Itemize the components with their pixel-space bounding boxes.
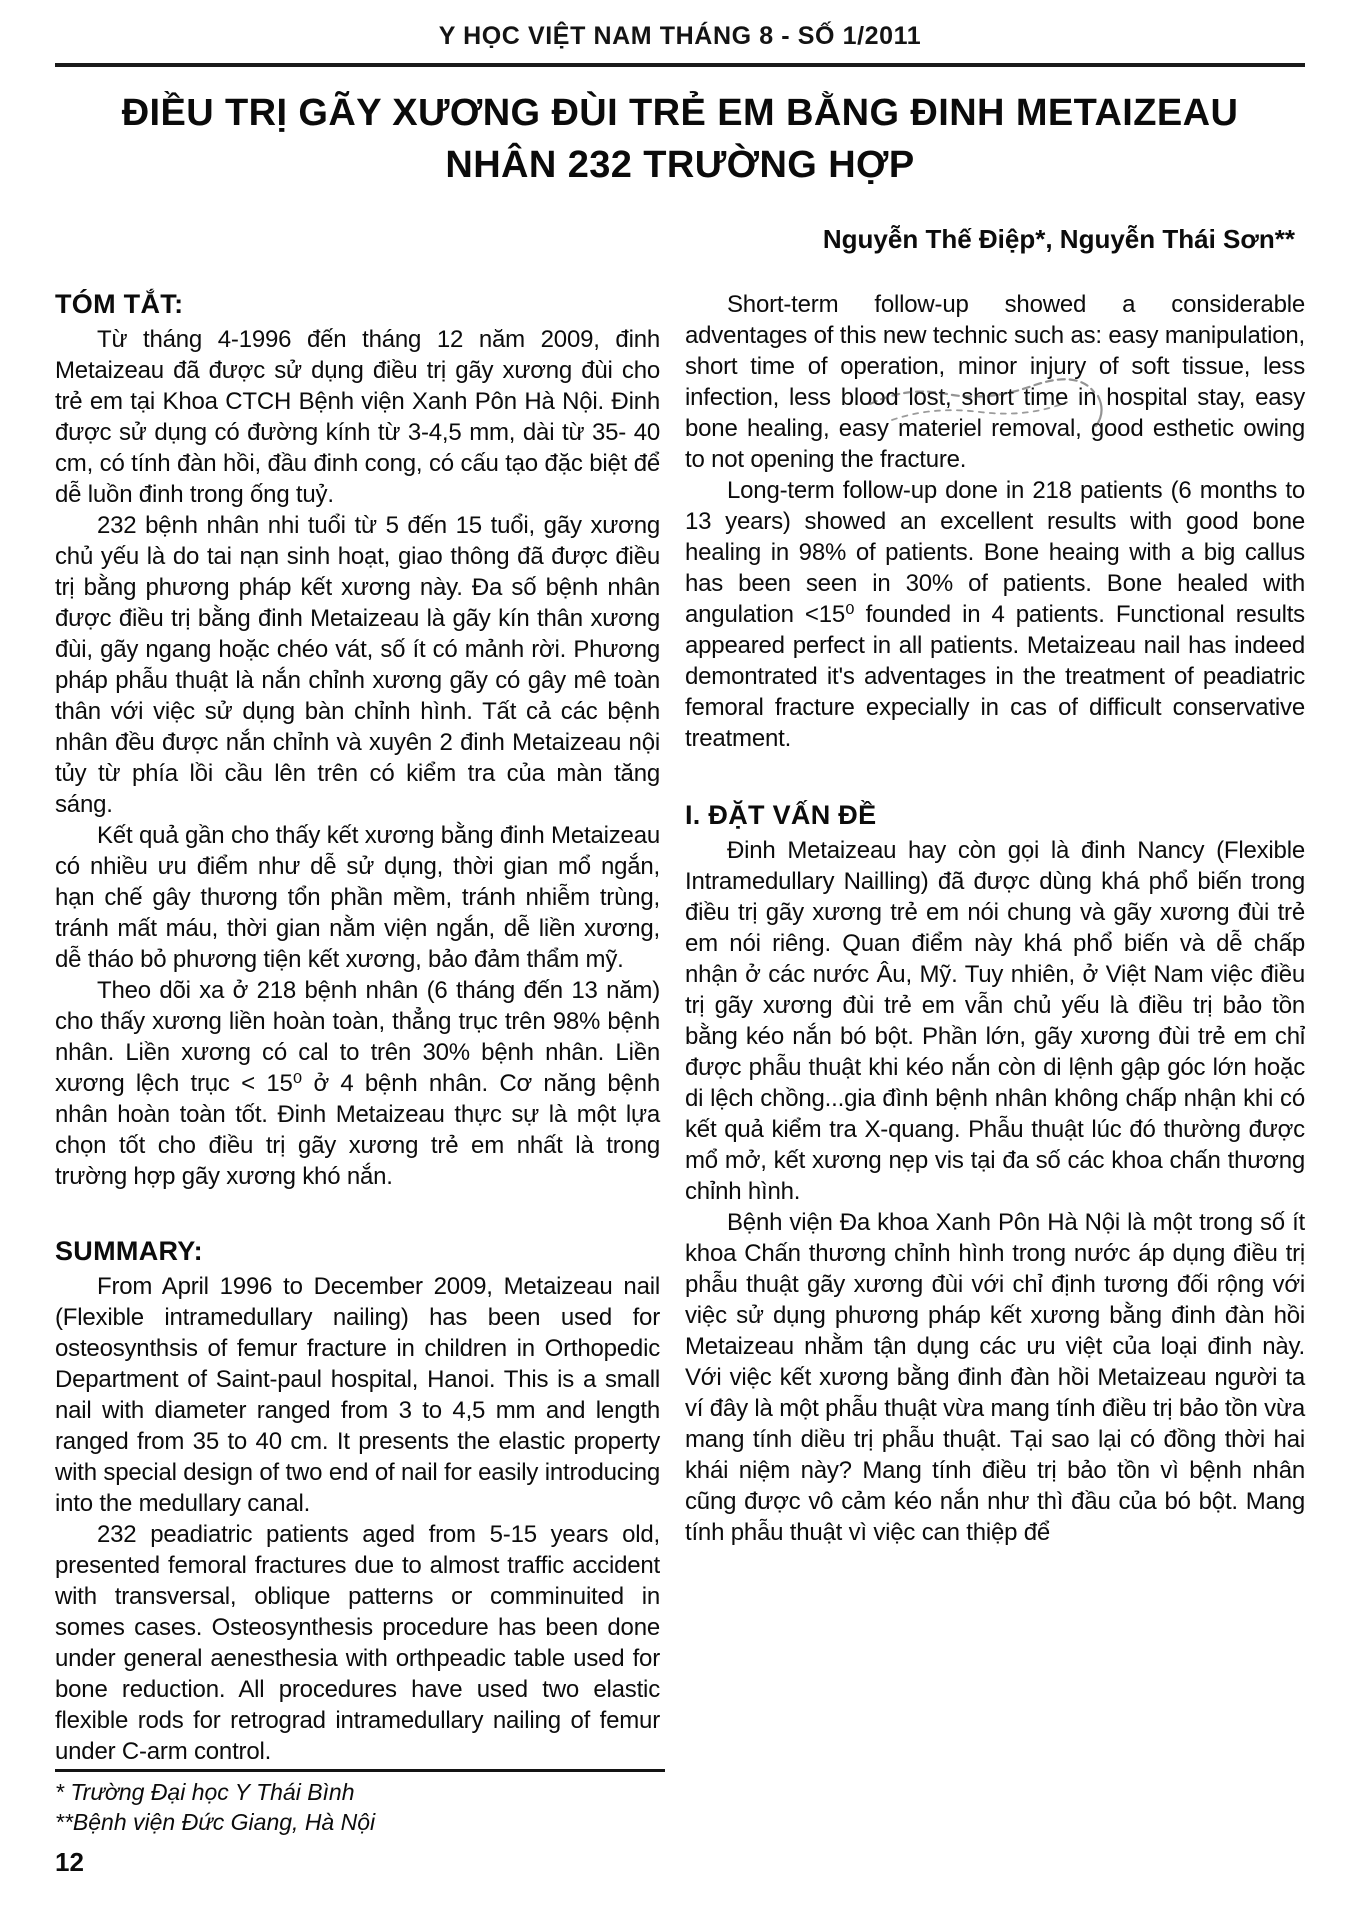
summary-heading: SUMMARY: — [55, 1235, 203, 1266]
abstract-heading: TÓM TẮT: — [55, 288, 184, 319]
summary-english-paragraph: Long-term follow-up done in 218 patients (6 months to 13 years) showed an excellent results with good bone healing in 98% of patients. Bone heaing with a big callus has been seen in 30% of patients. Bone healed with angulation <15⁰ founded in 4 patients. Functional results appeared perfect in all patients. Metaizeau nail has indeed demontrated it's adventages in the treatment of peadiatric femoral fracture expecially in cas of difficult conservative treatment. — [685, 476, 1305, 752]
section-1-paragraph: Bệnh viện Đa khoa Xanh Pôn Hà Nội là một trong số ít khoa Chấn thương chỉnh hình trong nước áp dụng điều trị phẫu thuật gãy xương đùi với chỉ định tương đối rộng với việc sử dụng phương pháp kết xương bằng đinh đàn hồi Metaizeau nhằm tận dụng các ưu việt của loại đinh này. Với việc kết xương bằng đinh đàn hồi Metaizeau người ta ví đây là một phẫu thuật vừa mang tính điều trị bảo tồn vừa mang tính diều trị phẫu thuật. Tại sao lại có đồng thời hai khái niệm này? Mang tính điều trị bảo tồn vì bệnh nhân cũng được vô cảm kéo nắn như thì đầu của bó bột. Mang tính phẫu thuật vì việc can thiệp để — [685, 1208, 1305, 1546]
footnote — [55, 1769, 665, 1837]
abstract-paragraph: Kết quả gần cho thấy kết xương bằng đinh Metaizeau có nhiều ưu điểm như dễ sử dụng, thời gian mổ ngắn, hạn chế gây thương tổn phần mềm, tránh nhiễm trùng, tránh mất máu, thời gian nằm viện ngắn, dễ liền xương, dễ tháo bỏ phương tiện kết xương, bảo đảm thẩm mỹ. — [55, 821, 660, 973]
abstract-paragraph: 232 bệnh nhân nhi tuổi từ 5 đến 15 tuổi, gãy xương chủ yếu là do tai nạn sinh hoạt, giao thông đã được điều trị bằng phương pháp kết xương này. Đa số bệnh nhân được điều trị bằng đinh Metaizeau là gãy kín thân xương đùi, gãy ngang hoặc chéo vát, số ít có mảnh rời. Phương pháp phẫu thuật là nắn chỉnh xương gãy có gây mê toàn thân với việc sử dụng bàn chỉnh hình. Tất cả các bệnh nhân đều được nắn chỉnh và xuyên 2 đinh Metaizeau nội tủy từ phía lồi cầu lên trên có kiểm tra của màn tăng sáng. — [55, 511, 660, 818]
header-rule — [55, 63, 1305, 67]
abstract-paragraph: Từ tháng 4-1996 đến tháng 12 năm 2009, đinh Metaizeau đã được sử dụng điều trị gãy xương đùi cho trẻ em tại Khoa CTCH Bệnh viện Xanh Pôn Hà Nội. Đinh được sử dụng có đường kính từ 3-4,5 mm, dài từ 35- 40 cm, có tính đàn hồi, đầu đinh cong, có cấu tạo đặc biệt để dễ luồn đinh trong ống tuỷ. — [55, 325, 660, 508]
journal-header: Y HỌC VIỆT NAM THÁNG 8 - SỐ 1/2011 — [438, 22, 922, 50]
section-1-paragraph: Đinh Metaizeau hay còn gọi là đinh Nancy (Flexible Intramedullary Nailling) đã được dùng khá phổ biến trong điều trị gãy xương trẻ em nói chung và gãy xương đùi trẻ em nói riêng. Quan điểm này khá phổ biến và dễ chấp nhận ở các nước Âu, Mỹ. Tuy nhiên, ở Việt Nam việc điều trị gãy xương đùi trẻ em vẫn chủ yếu là điều trị bảo tồn bằng kéo nắn bó bột. Phần lớn, gãy xương đùi trẻ em chỉ được phẫu thuật khi kéo nắn còn di lệnh gập góc lớn hoặc di lệch chồng...gia đình bệnh nhân không chấp nhận khi có kết quả kiểm tra X-quang. Phẫu thuật lúc đó thường được mổ mở, kết xương nẹp vis tại đa số các khoa chấn thương chỉnh hình. — [685, 836, 1305, 1205]
summary-paragraph: From April 1996 to December 2009, Metaizeau nail (Flexible intramedullary nailing) has been used for osteosynthsis of femur fracture in children in Orthopedic Department of Saint-paul hospital, Hanoi. This is a small nail with diameter ranged from 3 to 4,5 mm and length ranged from 35 to 40 cm. It presents the elastic property with special design of two end of nail for easily introducing into the medullary canal. — [55, 1272, 660, 1517]
article-title — [55, 87, 1305, 192]
left-column — [55, 289, 660, 1767]
authors-line: Nguyễn Thế Điệp*, Nguyễn Thái Sơn** — [822, 223, 1295, 254]
section-1-heading: I. ĐẶT VẤN ĐỀ — [685, 799, 877, 830]
abstract-paragraph: Theo dõi xa ở 218 bệnh nhân (6 tháng đến 13 năm) cho thấy xương liền hoàn toàn, thẳng trục trên 98% bệnh nhân. Liền xương có cal to trên 30% bệnh nhân. Liền xương lệch trục < 15⁰ ở 4 bệnh nhân. Cơ năng bệnh nhân hoàn toàn tốt. Đinh Metaizeau thực sự là một lựa chọn tốt cho điều trị gãy xương trẻ em nhất là trong trường hợp gãy xương khó nắn. — [55, 976, 660, 1190]
footnote-affiliation-1: * Trường Đại học Y Thái Bình — [55, 1778, 355, 1805]
two-column-body — [55, 289, 1305, 1767]
article-title-line1: ĐIỀU TRỊ GÃY XƯƠNG ĐÙI TRẺ EM BẰNG ĐINH METAIZEAU — [121, 92, 1239, 134]
summary-paragraph: 232 peadiatric patients aged from 5-15 years old, presented femoral fractures due to almost traffic accident with transversal, oblique patterns or comminuited in somes cases. Osteosynthesis procedure has been done under general aenesthesia with orthpeadic table used for bone reduction. All procedures have used two elastic flexible rods for retrograd intramedullary nailing of femur under C-arm control. — [55, 1520, 660, 1765]
summary-english-paragraph: Short-term follow-up showed a considerable adventages of this new technic such as: easy manipulation, short time of operation, minor injury of soft tissue, less infection, less blood lost, short time in hospital stay, easy bone healing, easy materiel removal, good esthetic owing to not opening the fracture. — [685, 290, 1305, 473]
footnote-affiliation-2: **Bệnh viện Đức Giang, Hà Nội — [55, 1808, 376, 1835]
article-title-line2: NHÂN 232 TRƯỜNG HỢP — [445, 144, 915, 187]
page-number: 12 — [55, 1846, 84, 1877]
right-column — [685, 289, 1305, 1767]
